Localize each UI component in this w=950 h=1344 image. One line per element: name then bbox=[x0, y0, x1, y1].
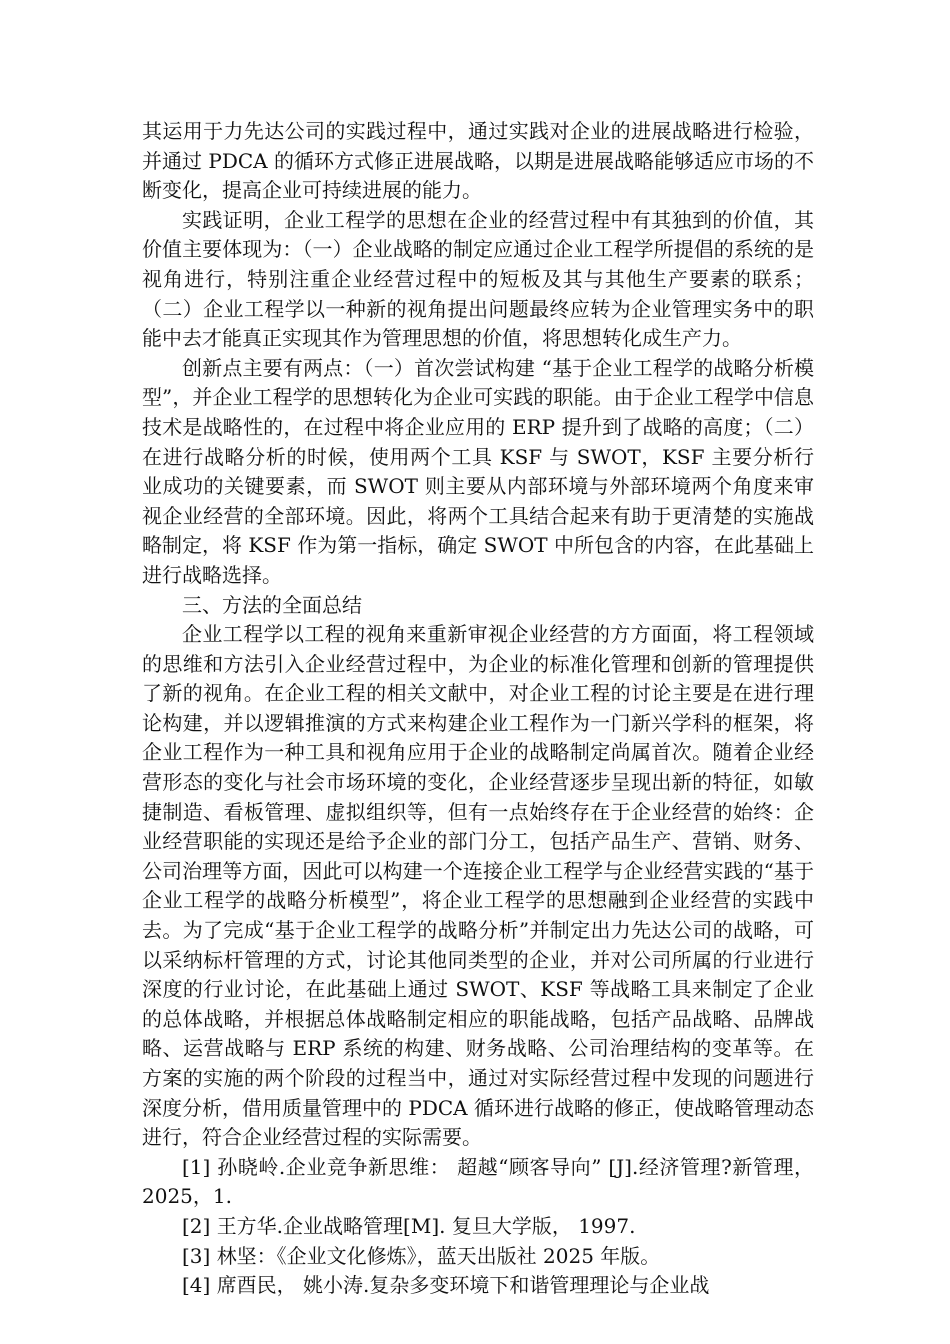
reference-item-4: [4] 席酉民， 姚小涛.复杂多变环境下和谐管理理论与企业战 bbox=[182, 1273, 710, 1298]
section-heading-method-summary: 三、方法的全面总结 bbox=[182, 592, 362, 617]
reference-item-2: [2] 王方华.企业战略管理[M]. 复旦大学版， 1997. bbox=[182, 1213, 636, 1238]
paragraph-intro-continuation: 其运用于力先达公司的实践过程中，通过实践对企业的进展战略进行检验，并通过 PDCA 的循环方式修正进展战略，以期是进展战略能够适应市场的不断变化，提高企业可持续进展的能力。 bbox=[142, 119, 814, 203]
paragraph-practice-proof: 实践证明，企业工程学的思想在企业的经营过程中有其独到的价值，其价值主要体现为：（一）企业战略的制定应通过企业工程学所提倡的系统的是视角进行，特别注重企业经营过程中的短板及其与其他生产要素的联系；（二）企业工程学以一种新的视角提出问题最终应转为企业管理实务中的职能中去才能真正实现其作为管理思想的价值，将思想转化成生产力。 bbox=[142, 207, 814, 351]
paragraph-method-summary: 企业工程学以工程的视角来重新审视企业经营的方方面面，将工程领域的思维和方法引入企业经营过程中，为企业的标准化管理和创新的管理提供了新的视角。在企业工程的相关文献中，对企业工程的讨论主要是在进行理论构建，并以逻辑推演的方式来构建企业工程作为一门新兴学科的框架，将企业工程作为一种工具和视角应用于企业的战略制定尚属首次。随着企业经营形态的变化与社会市场环境的变化，企业经营逐步呈现出新的特征，如敏捷制造、看板管理、虚拟组织等，但有一点始终存在于企业经营的始终：企业经营职能的实现还是给予企业的部门分工，包括产品生产、营销、财务、公司治理等方面，因此可以构建一个连接企业工程学与企业经营实践的“基于企业工程学的战略分析模型”，将企业工程学的思想融到企业经营的实践中去。为了完成“基于企业工程学的战略分析”并制定出力先达公司的战略，可以采纳标杆管理的方式，讨论其他同类型的企业，并对公司所属的行业进行深度的行业讨论，在此基础上通过 SWOT、KSF 等战略工具来制定了企业的总体战略，并根据总体战略制定相应的职能战略，包括产品战略、品牌战略、运营战略与 ERP 系统的构建、财务战略、公司治理结构的变革等。在方案的实施的两个阶段的过程当中，通过对实际经营过程中发现的问题进行深度分析，借用质量管理中的 PDCA 循环进行战略的修正，使战略管理动态进行，符合企业经营过程的实际需要。 bbox=[142, 622, 814, 1150]
reference-item-3: [3] 林坚：《企业文化修炼》，蓝天出版社 2025 年版。 bbox=[182, 1243, 661, 1268]
paragraph-innovation-points: 创新点主要有两点：（一）首次尝试构建 “基于企业工程学的战略分析模型”，并企业工程学的思想转化为企业可实践的职能。由于企业工程学中信息技术是战略性的，在过程中将企业应用的 ERP 提升到了战略的高度；（二）在进行战略分析的时候，使用两个工具 KSF 与 SWOT，KSF 主要分析行业成功的关键要素，而 SWOT 则主要从内部环境与外部环境两个角度来审视企业经营的全部环境。因此，将两个工具结合起来有助于更清楚的实施战略制定，将 KSF 作为第一指标，确定 SWOT 中所包含的内容，在此基础上进行战略选择。 bbox=[142, 355, 814, 587]
document-page bbox=[142, 117, 814, 1301]
reference-item-1: [1] 孙晓岭.企业竞争新思维： 超越“顾客导向” [J].经济管理?新管理， 2025，1. bbox=[142, 1154, 814, 1209]
